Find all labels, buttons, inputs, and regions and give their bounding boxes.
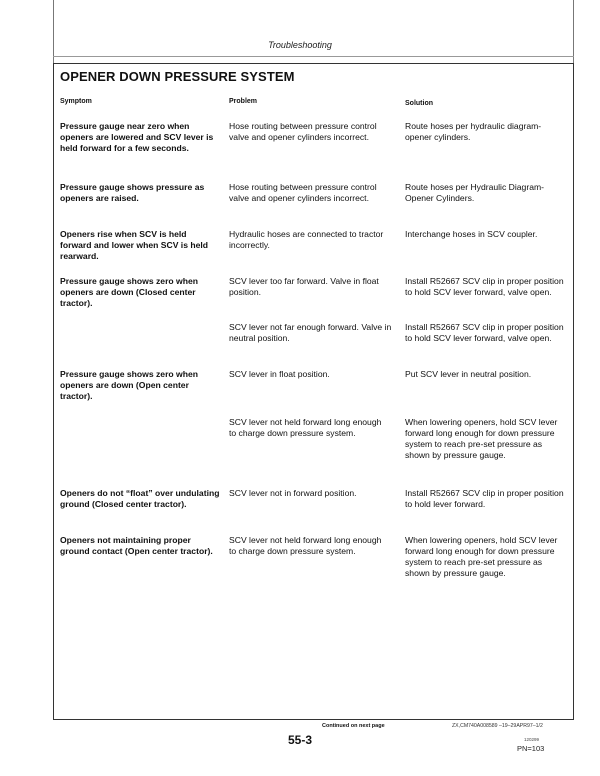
right-margin-line [573, 0, 574, 63]
symptom-cell: Openers rise when SCV is held forward and lower when SCV is held rearward. [60, 229, 209, 261]
solution-cell: Route hoses per hydraulic diagram-opener cylinders. [405, 121, 542, 142]
problem-cell: Hydraulic hoses are connected to tractor incorrectly. [229, 229, 384, 250]
solution-cell: When lowering openers, hold SCV lever forward long enough for down pressure system to reach pre-set pressure as shown by pressure gauge. [405, 417, 558, 460]
continued-note: Continued on next page [322, 723, 385, 729]
pn-number: PN=103 [517, 744, 545, 753]
header-title: Troubleshooting [268, 40, 332, 50]
problem-cell: SCV lever not far enough forward. Valve in neutral position. [229, 322, 392, 343]
solution-cell: Install R52667 SCV clip in proper position to hold lever forward. [405, 488, 564, 509]
problem-cell: SCV lever not held forward long enough to charge down pressure system. [229, 535, 382, 556]
col-head-symptom: Symptom [60, 98, 92, 105]
solution-cell: Route hoses per Hydraulic Diagram-Opener Cylinders. [405, 182, 544, 203]
solution-cell: Put SCV lever in neutral position. [405, 369, 532, 379]
symptom-cell: Pressure gauge shows zero when openers are down (Closed center tractor). [60, 276, 199, 308]
col-head-problem: Problem [229, 98, 258, 105]
problem-cell: SCV lever too far forward. Valve in float position. [229, 276, 379, 297]
symptom-cell: Pressure gauge shows zero when openers are down (Open center tractor). [60, 369, 199, 401]
solution-cell: Install R52667 SCV clip in proper position to hold SCV lever forward, valve open. [405, 322, 564, 343]
problem-cell: Hose routing between pressure control valve and opener cylinders incorrect. [229, 182, 377, 203]
symptom-cell: Pressure gauge near zero when openers are lowered and SCV lever is held forward for a few seconds. [60, 121, 214, 153]
solution-cell: Install R52667 SCV clip in proper position to hold SCV lever forward, valve open. [405, 276, 564, 297]
left-margin-line [53, 0, 54, 63]
solution-cell: Interchange hoses in SCV coupler. [405, 229, 538, 239]
page-number: 55-3 [287, 733, 313, 747]
problem-cell: Hose routing between pressure control valve and opener cylinders incorrect. [229, 121, 377, 142]
symptom-cell: Openers not maintaining proper ground contact (Open center tractor). [60, 535, 213, 556]
small-code: 120299 [524, 737, 540, 742]
section-title: OPENER DOWN PRESSURE SYSTEM [60, 69, 295, 84]
document-code: ZX,CM740A008589 –19–29APR97–1/2 [452, 723, 543, 729]
problem-cell: SCV lever in float position. [229, 369, 330, 379]
symptom-cell: Openers do not “float” over undulating ground (Closed center tractor). [60, 488, 220, 509]
header-rule [53, 56, 574, 57]
solution-cell: When lowering openers, hold SCV lever forward long enough for down pressure system to reach pre-set pressure as shown by pressure gauge. [405, 535, 558, 578]
problem-cell: SCV lever not in forward position. [229, 488, 357, 498]
problem-cell: SCV lever not held forward long enough to charge down pressure system. [229, 417, 382, 438]
col-head-solution: Solution [405, 100, 433, 107]
symptom-cell: Pressure gauge shows pressure as openers are raised. [60, 182, 205, 203]
